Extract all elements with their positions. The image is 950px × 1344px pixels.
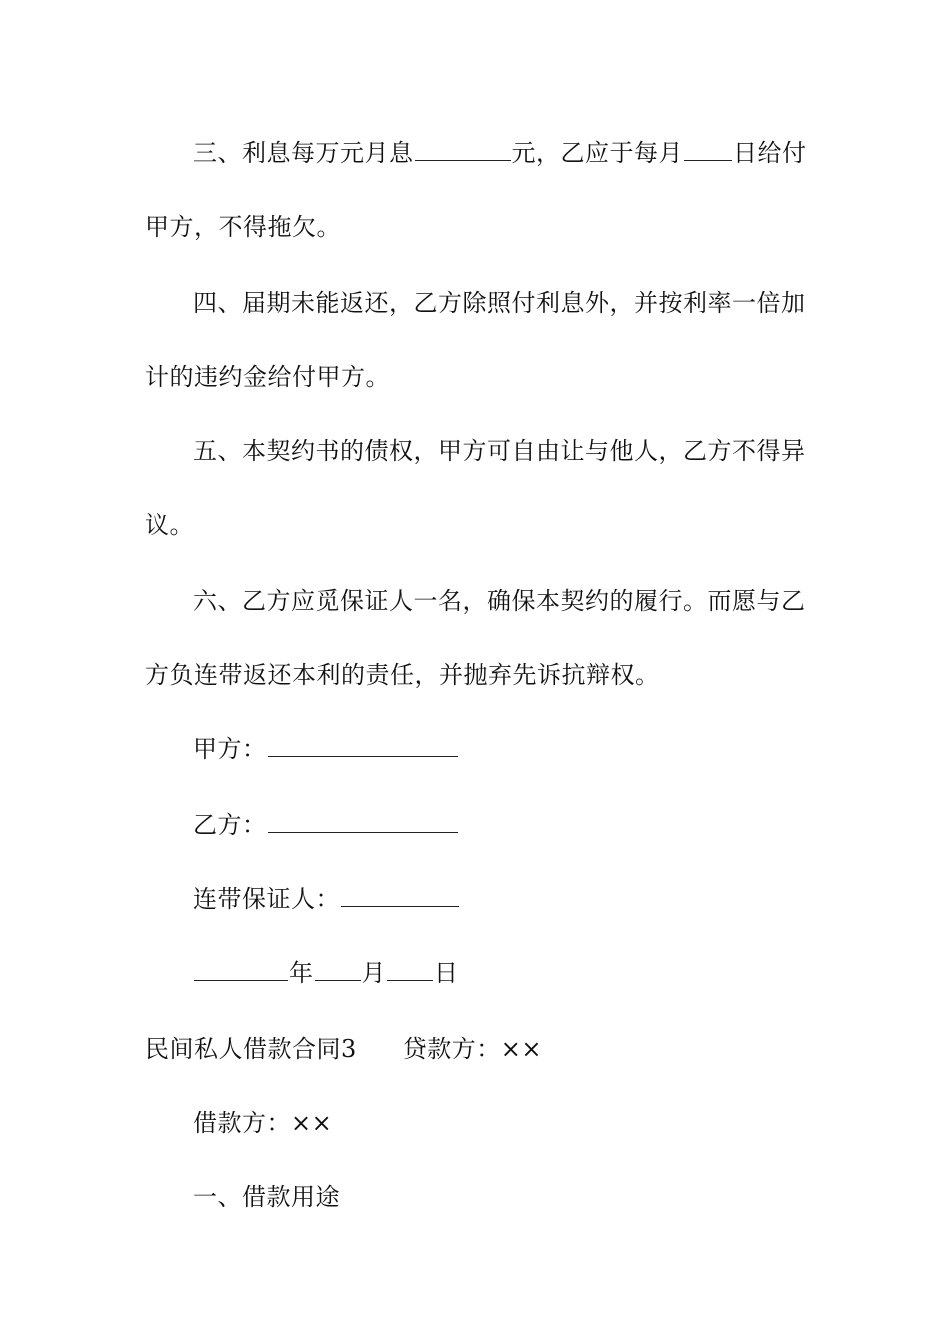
borrower-line: 借款方：×× xyxy=(193,1109,333,1137)
clause-6-line-1: 六、乙方应觅保证人一名，确保本契约的履行。而愿与乙 xyxy=(193,587,806,615)
guarantor-blank xyxy=(341,886,459,907)
month-label: 月 xyxy=(361,959,386,987)
contract-title: 民间私人借款合同3 xyxy=(145,1035,357,1063)
clause-3-text-c: 日给付 xyxy=(733,139,807,167)
clause-6-line-2: 方负连带返还本利的责任，并抛弃先诉抗辩权。 xyxy=(145,661,660,689)
party-a-label: 甲方： xyxy=(193,735,267,763)
day-label: 日 xyxy=(434,959,459,987)
guarantor-signature xyxy=(193,884,873,914)
party-a-blank xyxy=(268,736,458,757)
clause-4-line-1: 四、届期未能返还，乙方除照付利息外，并按利率一倍加 xyxy=(193,289,806,317)
clause-3-text-a: 三、利息每万元月息 xyxy=(193,139,414,167)
clause-4-line-2: 计的违约金给付甲方。 xyxy=(145,363,390,391)
interest-amount-blank xyxy=(415,140,511,161)
clause-5-line-2: 议。 xyxy=(145,511,194,539)
party-a-signature xyxy=(193,734,873,764)
date-line xyxy=(193,958,873,988)
year-label: 年 xyxy=(289,959,314,987)
clause-5-line-1: 五、本契约书的债权，甲方可自由让与他人，乙方不得异 xyxy=(193,437,806,465)
payment-day-blank xyxy=(684,140,732,161)
section-1-heading: 一、借款用途 xyxy=(193,1183,340,1211)
day-blank xyxy=(387,960,433,981)
clause-3-line-1 xyxy=(193,138,873,168)
lender-label: 贷款方：×× xyxy=(402,1035,542,1063)
month-blank xyxy=(315,960,361,981)
party-b-blank xyxy=(268,812,458,833)
party-b-signature xyxy=(193,810,873,840)
year-blank xyxy=(194,960,288,981)
clause-3-text-b: 元，乙应于每月 xyxy=(511,139,683,167)
clause-3-line-2: 甲方，不得拖欠。 xyxy=(145,213,341,241)
party-b-label: 乙方： xyxy=(193,811,267,839)
guarantor-label: 连带保证人： xyxy=(193,885,340,913)
next-contract-header xyxy=(145,1034,825,1064)
